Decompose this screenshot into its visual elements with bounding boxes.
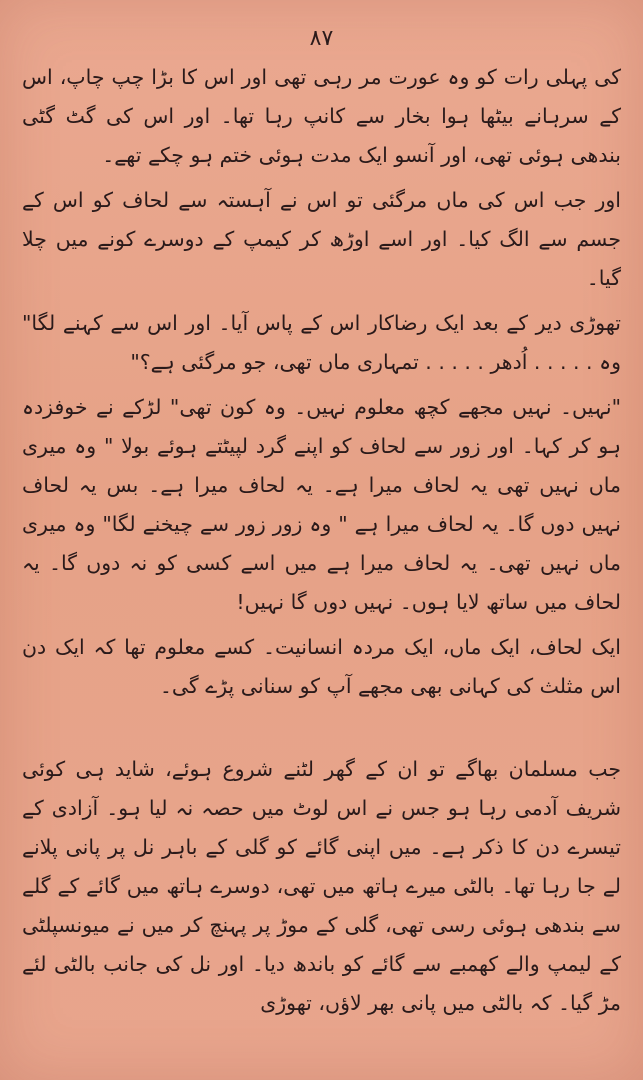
paragraph-4: "نہیں۔ نہیں مجھے کچھ معلوم نہیں۔ وہ کون تھی" لڑکے نے خوفزدہ ہو کر کہا۔ اور زور سے لحاف کو اپنے گرد لپیٹتے ہوئے بولا " وہ میری ماں نہیں تھی یہ لحاف میرا ہے۔ یہ لحاف میرا ہے۔ بس یہ لحاف نہیں دوں گا۔ یہ لحاف میرا ہے " وہ زور زور سے چیخنے لگا" وہ میری ماں نہیں تھی۔ یہ لحاف میرا ہے میں اسے کسی کو نہ دوں گا۔ یہ لحاف میں ساتھ لایا ہوں۔ نہیں دوں گا نہیں! bbox=[22, 395, 621, 614]
section-break bbox=[22, 706, 621, 750]
paragraph-6: جب مسلمان بھاگے تو ان کے گھر لٹنے شروع ہوئے، شاید ہی کوئی شریف آدمی رہا ہو جس نے اس لوٹ میں حصہ نہ لیا ہو۔ آزادی کے تیسرے دن کا ذکر ہے۔ میں اپنی گائے کو گلی کے باہر نل پر پانی پلانے لے جا رہا تھا۔ بالٹی میرے ہاتھ میں تھی، دوسرے ہاتھ میں گائے کے گلے سے بندھی ہوئی رسی تھی، گلی کے موڑ پر پہنچ کر میں نے میونسپلٹی کے لیمپ والے کھمبے سے گائے کو باندھ دیا۔ اور نل کی جانب بالٹی لئے مڑ گیا۔ کہ بالٹی میں پانی بھر لاؤں، تھوڑی bbox=[22, 757, 621, 1015]
page-number: ۸۷ bbox=[309, 26, 334, 51]
paragraph-5: ایک لحاف، ایک ماں، ایک مردہ انسانیت۔ کسے معلوم تھا کہ ایک دن اس مثلث کی کہانی بھی مجھے آپ کو سنانی پڑے گی۔ bbox=[22, 635, 621, 698]
paragraph-1: کی پہلی رات کو وہ عورت مر رہی تھی اور اس کا بڑا چپ چاپ، اس کے سرہانے بیٹھا ہوا بخار سے کانپ رہا تھا۔ اور اس کی گٹ گٹی بندھی ہوئی تھی، اور آنسو ایک مدت ہوئی ختم ہو چکے تھے۔ bbox=[22, 65, 621, 167]
paragraph-2: اور جب اس کی ماں مرگئی تو اس نے آہستہ سے لحاف کو اس کے جسم سے الگ کیا۔ اور اسے اوڑھ کر کیمپ کے دوسرے کونے میں چلا گیا۔ bbox=[22, 188, 621, 290]
paragraph-3: تھوڑی دیر کے بعد ایک رضاکار اس کے پاس آیا۔ اور اس سے کہنے لگا" وہ . . . . . اُدھر . . . . . تمہاری ماں تھی، جو مرگئی ہے؟" bbox=[22, 311, 621, 374]
